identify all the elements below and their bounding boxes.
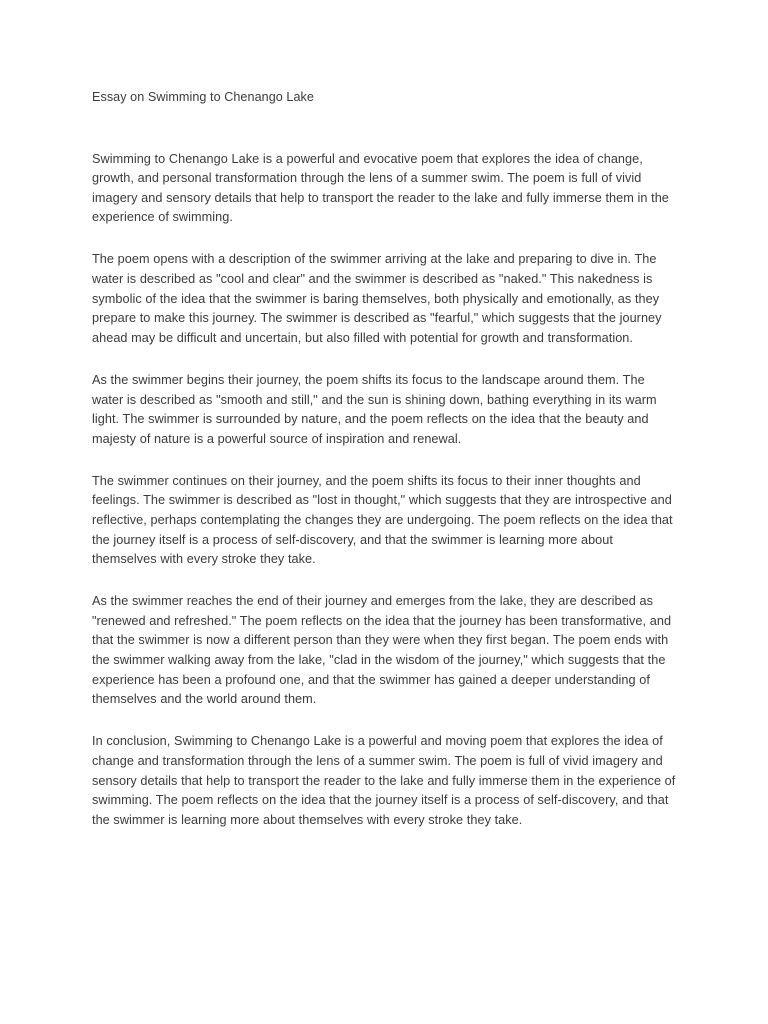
paragraph-intro: Swimming to Chenango Lake is a powerful and evocative poem that explores the idea of change, growth, and personal transformation through the lens of a summer swim. The poem is full of vivid imagery and sensory details that help to transport the reader to the lake and fully immerse them in the experience of swimming. (92, 151, 669, 225)
paragraph-conclusion: In conclusion, Swimming to Chenango Lake is a powerful and moving poem that explores the idea of change and transformation through the lens of a summer swim. The poem is full of vivid imagery and sensory details that help to transport the reader to the lake and fully immerse them in the experience of swimming. The poem reflects on the idea that the journey itself is a process of self-discovery, and that the swimmer is learning more about themselves with every stroke they take. (92, 734, 676, 827)
paragraph-body-4: As the swimmer reaches the end of their journey and emerges from the lake, they are described as "renewed and refreshed." The poem reflects on the idea that the journey has been transformative, and that the swimmer is now a different person than they were when they first began. The poem ends with the swimmer walking away from the lake, "clad in the wisdom of the journey," which suggests that the experience has been a profound one, and that the swimmer has gained a deeper understanding of themselves and the world around them. (92, 594, 672, 707)
paragraph-body-2: As the swimmer begins their journey, the poem shifts its focus to the landscape around them. The water is described as "smooth and still," and the sun is shining down, bathing everything in its warm light. The swimmer is surrounded by nature, and the poem reflects on the idea that the beauty and majesty of nature is a powerful source of inspiration and renewal. (92, 372, 657, 446)
essay-title: Essay on Swimming to Chenango Lake (92, 90, 314, 104)
paragraph-body-3: The swimmer continues on their journey, and the poem shifts its focus to their inner thoughts and feelings. The swimmer is described as "lost in thought," which suggests that they are introspective and reflective, perhaps contemplating the changes they are undergoing. The poem reflects on the idea that the journey itself is a process of self-discovery, and that the swimmer is learning more about themselves with every stroke they take. (92, 473, 673, 567)
document-text-column (92, 88, 677, 830)
paragraph-body-1: The poem opens with a description of the swimmer arriving at the lake and preparing to dive in. The water is described as "cool and clear" and the swimmer is described as "naked." This nakedness is symbolic of the idea that the swimmer is baring themselves, both physically and emotionally, as they prepare to make this journey. The swimmer is described as "fearful," which suggests that the journey ahead may be difficult and uncertain, but also filled with potential for growth and transformation. (92, 252, 662, 345)
